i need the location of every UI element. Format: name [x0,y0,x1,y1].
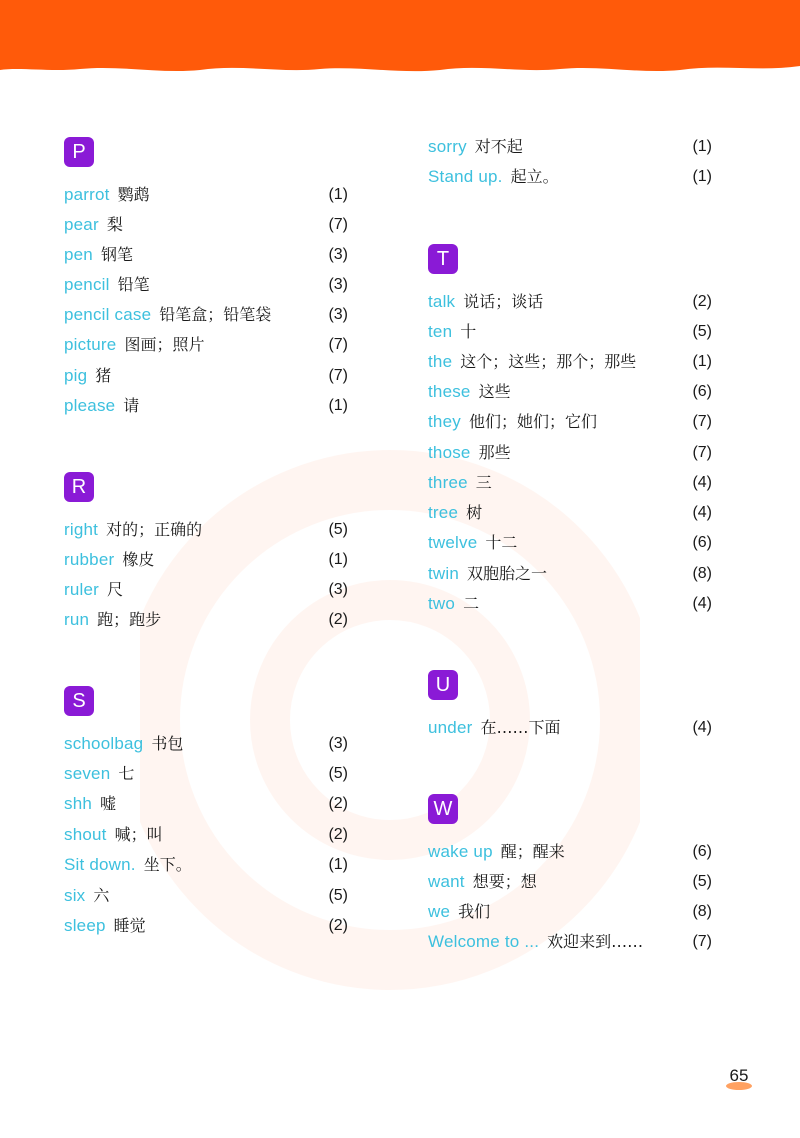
entry-unit: (7) [692,413,712,430]
entry-meaning: 树 [466,503,483,522]
entry-unit: (1) [328,856,348,873]
entry-meaning: 十二 [485,533,518,552]
entry-unit: (7) [692,444,712,461]
entry-unit: (4) [692,595,712,612]
section-letter-r: R [64,472,94,502]
entry-unit: (3) [328,276,348,293]
entry-meaning: 想要；想 [472,872,537,891]
entry-meaning: 对不起 [474,137,523,156]
entry-word: ruler [64,580,100,599]
entry-unit: (1) [692,168,712,185]
entry-meaning: 在……下面 [480,718,561,737]
entry-meaning: 醒；醒来 [500,842,565,861]
entry-meaning: 对的；正确的 [106,520,203,539]
entry-unit: (2) [328,917,348,934]
entry-word: pig [64,366,88,385]
entry-meaning: 跑；跑步 [97,610,162,629]
entry-word: tree [428,503,459,522]
entry-word: under [428,718,473,737]
entry-meaning: 钢笔 [100,245,133,264]
entry-word: talk [428,292,456,311]
entry-word: schoolbag [64,734,144,753]
entry-row [428,867,712,897]
entry-word: seven [64,764,111,783]
entry-unit: (5) [328,887,348,904]
entry-row [428,347,712,377]
entry-unit: (8) [692,903,712,920]
entry-meaning: 他们；她们；它们 [468,412,597,431]
entry-meaning: 猪 [95,366,112,385]
entry-unit: (1) [328,186,348,203]
entry-word: run [64,610,90,629]
entry-row [64,850,348,880]
entry-row [64,180,348,210]
entry-word: twelve [428,533,478,552]
entry-word: these [428,382,471,401]
entry-row [428,837,712,867]
entry-word: Stand up. [428,167,503,186]
entry-word: shout [64,825,107,844]
entry-word: pen [64,245,93,264]
entry-unit: (3) [328,735,348,752]
entry-word: they [428,412,461,431]
entry-word: wake up [428,842,493,861]
entry-meaning: 铅笔 [117,275,150,294]
entry-row [428,287,712,317]
entry-meaning: 说话；谈话 [463,292,544,311]
entry-word: want [428,872,465,891]
entry-word: pencil case [64,305,152,324]
entry-row [64,270,348,300]
entry-meaning: 请 [123,396,140,415]
entry-row [428,713,712,743]
entry-word: Sit down. [64,855,136,874]
entry-row [64,911,348,941]
entry-row [64,330,348,360]
entry-unit: (5) [692,873,712,890]
entry-meaning: 书包 [151,734,184,753]
entry-row [428,528,712,558]
entry-row [428,897,712,927]
entry-row [64,575,348,605]
entry-row [64,391,348,421]
section-letter-s: S [64,686,94,716]
entry-unit: (6) [692,843,712,860]
entry-unit: (2) [692,293,712,310]
entry-unit: (6) [692,383,712,400]
entry-row [428,559,712,589]
entry-meaning: 喊；叫 [114,825,163,844]
entry-unit: (1) [692,353,712,370]
entry-word: right [64,520,99,539]
entry-meaning: 铅笔盒；铅笔袋 [159,305,272,324]
entry-row [64,881,348,911]
entry-word: parrot [64,185,110,204]
entry-meaning: 鹦鹉 [117,185,150,204]
entry-meaning: 这些 [478,382,511,401]
entry-unit: (1) [692,138,712,155]
entry-unit: (3) [328,306,348,323]
entry-row [64,789,348,819]
entry-row [64,515,348,545]
entry-word: sorry [428,137,467,156]
entry-word: rubber [64,550,115,569]
entry-meaning: 我们 [458,902,491,921]
entry-unit: (4) [692,719,712,736]
entry-row [428,438,712,468]
entry-word: please [64,396,116,415]
entry-meaning: 六 [93,886,110,905]
entry-unit: (4) [692,474,712,491]
entry-meaning: 橡皮 [122,550,155,569]
entry-row [428,162,712,192]
entry-meaning: 睡觉 [113,916,146,935]
entry-unit: (7) [328,216,348,233]
entry-word: Welcome to ... [428,932,540,951]
entry-word: two [428,594,456,613]
entry-unit: (3) [328,581,348,598]
entry-word: twin [428,564,460,583]
entry-meaning: 三 [475,473,492,492]
entry-word: picture [64,335,117,354]
entry-unit: (5) [328,765,348,782]
entry-meaning: 起立。 [510,167,559,186]
entry-unit: (3) [328,246,348,263]
entry-row [428,377,712,407]
entry-word: six [64,886,86,905]
entry-unit: (4) [692,504,712,521]
entry-unit: (7) [328,336,348,353]
entry-unit: (2) [328,795,348,812]
entry-unit: (5) [328,521,348,538]
entry-meaning: 七 [118,764,135,783]
section-letter-u: U [428,670,458,700]
entry-unit: (2) [328,826,348,843]
entry-row [64,361,348,391]
entry-word: sleep [64,916,106,935]
entry-row [428,468,712,498]
entry-unit: (7) [328,367,348,384]
entry-meaning: 双胞胎之一 [467,564,548,583]
entry-word: shh [64,794,93,813]
entry-word: ten [428,322,453,341]
entry-meaning: 梨 [106,215,123,234]
entry-unit: (1) [328,397,348,414]
entry-meaning: 那些 [478,443,511,462]
entry-unit: (7) [692,933,712,950]
top-color-band [0,0,800,66]
entry-row [428,407,712,437]
entry-meaning: 嘘 [100,794,117,813]
entry-word: pencil [64,275,110,294]
entry-meaning: 欢迎来到…… [547,932,644,951]
section-letter-t: T [428,244,458,274]
top-band-brush-edge [0,58,800,76]
entry-word: those [428,443,471,462]
section-letter-p: P [64,137,94,167]
entry-row [64,759,348,789]
entry-meaning: 二 [463,594,480,613]
entry-word: pear [64,215,99,234]
entry-row [428,498,712,528]
entry-word: three [428,473,468,492]
entry-meaning: 十 [460,322,477,341]
entry-row [64,300,348,330]
entry-unit: (1) [328,551,348,568]
entry-row [64,240,348,270]
entry-meaning: 这个；这些；那个；那些 [460,352,637,371]
entry-unit: (5) [692,323,712,340]
entry-word: the [428,352,453,371]
section-letter-w: W [428,794,458,824]
entry-row [428,132,712,162]
entry-unit: (6) [692,534,712,551]
entry-word: we [428,902,451,921]
entry-unit: (8) [692,565,712,582]
entry-row [64,210,348,240]
entry-row [64,545,348,575]
entry-meaning: 坐下。 [143,855,192,874]
entry-meaning: 图画；照片 [124,335,205,354]
page-number: 65 [729,1066,749,1085]
entry-row [64,820,348,850]
entry-row [64,605,348,635]
entry-row [64,729,348,759]
entry-meaning: 尺 [107,580,124,599]
entry-row [428,317,712,347]
entry-unit: (2) [328,611,348,628]
entry-row [428,589,712,619]
entry-row [428,927,712,957]
